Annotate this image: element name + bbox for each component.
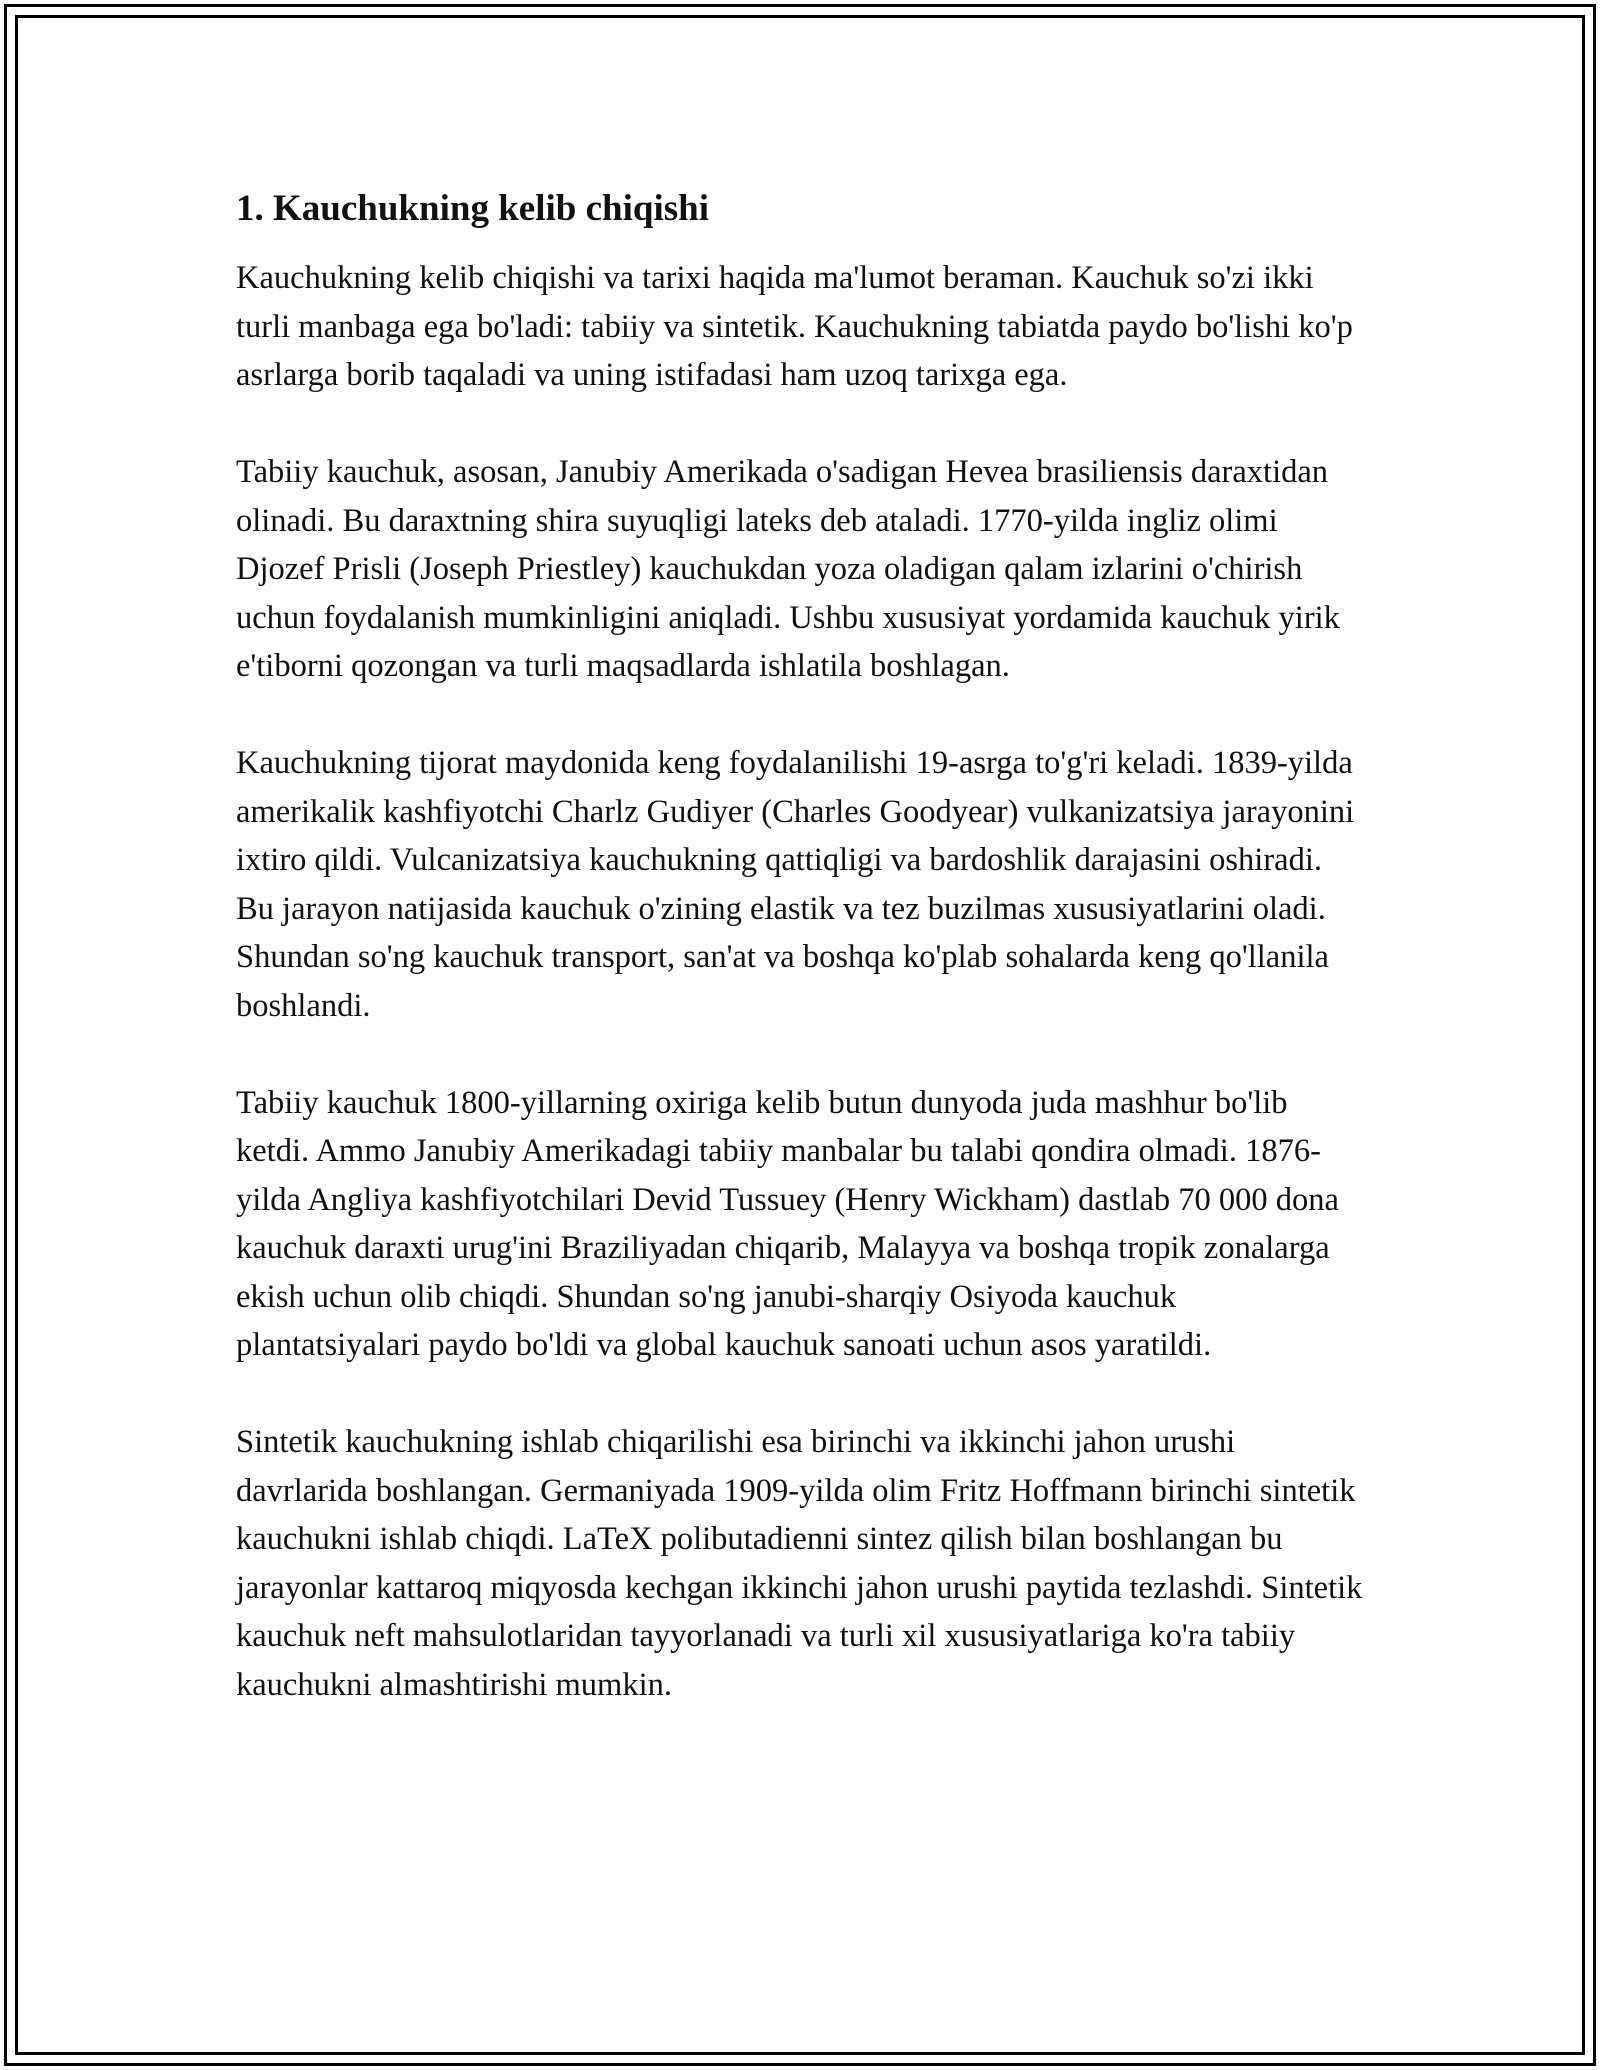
paragraph-natural-rubber: Tabiiy kauchuk, asosan, Janubiy Amerikada o'sadigan Hevea brasiliensis daraxtidan olinadi. Bu daraxtning shira suyuqligi lateks deb ataladi. 1770-yilda ingliz olimi Djozef Prisli (Joseph Priestley) kauchukdan yoza oladigan qalam izlarini o'chirish uchun foydalanish mumkinligini aniqladi. Ushbu xususiyat yordamida kauchuk yirik e'tiborni qozongan va turli maqsadlarda ishlatila boshlagan. [236,454,1340,684]
section-heading: 1. Kauchukning kelib chiqishi [236,188,709,229]
paragraph-synthetic-rubber: Sintetik kauchukning ishlab chiqarilishi esa birinchi va ikkinchi jahon urushi davrlarida boshlangan. Germaniyada 1909-yilda olim Fritz Hoffmann birinchi sintetik kauchukni ishlab chiqdi. LaTeX polibutadienni sintez qilish bilan boshlangan bu jarayonlar kattaroq miqyosda kechgan ikkinchi jahon urushi paytida tezlashdi. Sintetik kauchuk neft mahsulotlaridan tayyorlanadi va turli xil xususiyatlariga ko'ra tabiiy kauchukni almashtirishi mumkin. [236,1424,1363,1703]
paragraph-origin-intro: Kauchukning kelib chiqishi va tarixi haqida ma'lumot beraman. Kauchuk so'zi ikki turli manbaga ega bo'ladi: tabiiy va sintetik. Kauchukning tabiatda paydo bo'lishi ko'p asrlarga borib taqaladi va uning istifadasi ham uzoq tarixga ega. [236,260,1353,393]
paragraph-plantations: Tabiiy kauchuk 1800-yillarning oxiriga kelib butun dunyoda juda mashhur bo'lib ketdi. Ammo Janubiy Amerikadagi tabiiy manbalar bu talabi qondira olmadi. 1876-yilda Angliya kashfiyotchilari Devid Tussuey (Henry Wickham) dastlab 70 000 dona kauchuk daraxti urug'ini Braziliyadan chiqarib, Malayya va boshqa tropik zonalarga ekish uchun olib chiqdi. Shundan so'ng janubi-sharqiy Osiyoda kauchuk plantatsiyalari paydo bo'ldi va global kauchuk sanoati uchun asos yaratildi. [236,1084,1339,1363]
paragraph-vulcanization: Kauchukning tijorat maydonida keng foydalanilishi 19-asrga to'g'ri keladi. 1839-yilda amerikalik kashfiyotchi Charlz Gudiyer (Charles Goodyear) vulkanizatsiya jarayonini ixtiro qildi. Vulcanizatsiya kauchukning qattiqligi va bardoshlik darajasini oshiradi. Bu jarayon natijasida kauchuk o'zining elastik va tez buzilmas xususiyatlarini oladi. Shundan so'ng kauchuk transport, san'at va boshqa ko'plab sohalarda keng qo'llanila boshlandi. [236,745,1355,1024]
document-body [236,185,1366,1758]
